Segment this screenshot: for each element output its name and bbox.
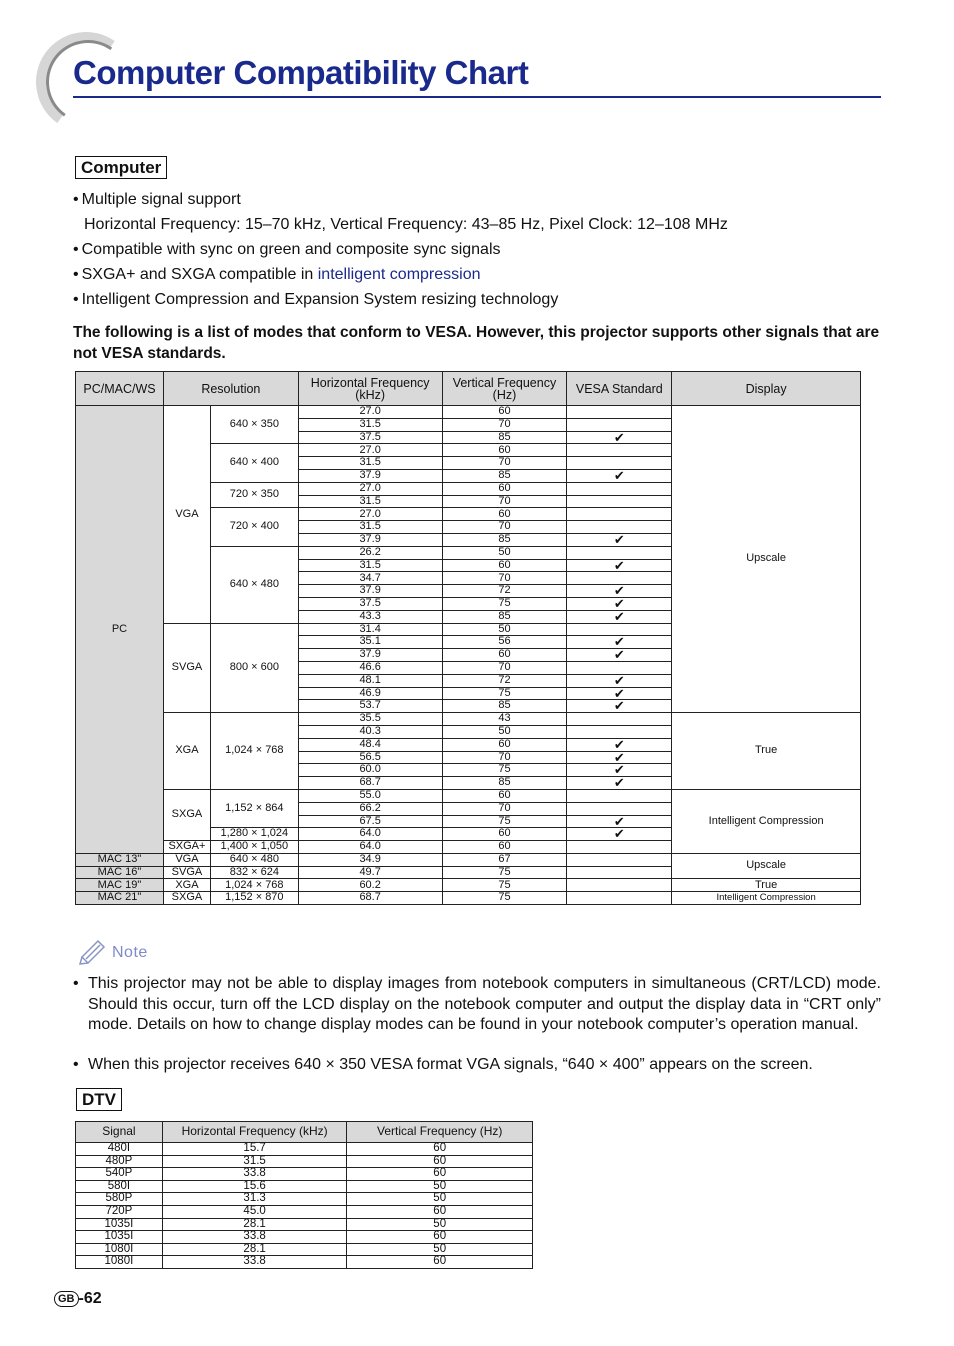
- dtv-table-row: [76, 1218, 533, 1231]
- cell-vertical-frequency: 72: [442, 585, 567, 598]
- cell-horizontal-frequency: 37.9: [298, 469, 442, 482]
- dtv-header-horizontal: Horizontal Frequency (kHz): [162, 1122, 347, 1143]
- cell-mode: XGA: [163, 879, 210, 892]
- cell-vesa-standard: [567, 853, 672, 866]
- cell-vertical-frequency: 60: [442, 508, 567, 521]
- note-item-2: [73, 1055, 881, 1076]
- cell-vesa-standard: [567, 789, 672, 802]
- cell-horizontal-frequency: 37.5: [298, 431, 442, 444]
- cell-vesa-standard: [567, 406, 672, 419]
- cell-vertical-frequency: 60: [442, 738, 567, 751]
- cell-display: Intelligent Compression: [672, 789, 861, 853]
- cell-resolution: 1,024 × 768: [210, 713, 298, 790]
- dtv-table-row: [76, 1168, 533, 1181]
- cell-vesa-standard: [567, 892, 672, 905]
- page-title: Computer Compatibility Chart: [73, 54, 529, 91]
- table-row: [76, 879, 861, 892]
- cell-vertical-frequency: 60: [442, 559, 567, 572]
- cell-resolution: 640 × 480: [210, 546, 298, 623]
- cell-horizontal-frequency: 26.2: [298, 546, 442, 559]
- cell-horizontal-frequency: 35.1: [298, 636, 442, 649]
- cell-vertical-frequency: 70: [442, 751, 567, 764]
- cell-horizontal-frequency: 46.9: [298, 687, 442, 700]
- cell-vesa-standard: ✔: [567, 674, 672, 687]
- cell-vertical-frequency: 85: [442, 700, 567, 713]
- header-pc-mac-ws: PC/MAC/WS: [76, 372, 164, 406]
- header-vertical-frequency: Vertical Frequency (Hz): [442, 372, 567, 406]
- cell-vesa-standard: ✔: [567, 559, 672, 572]
- header-vesa-standard: VESA Standard: [567, 372, 672, 406]
- cell-vesa-standard: ✔: [567, 700, 672, 713]
- cell-vesa-standard: [567, 444, 672, 457]
- cell-horizontal-frequency: 46.6: [298, 661, 442, 674]
- cell-vesa-standard: ✔: [567, 738, 672, 751]
- cell-display: True: [672, 713, 861, 790]
- bullet-sync: [73, 240, 501, 260]
- bullet-text: SXGA+ and SXGA compatible in: [81, 266, 314, 283]
- cell-vertical-frequency: 70: [442, 661, 567, 674]
- cell-vesa-standard: ✔: [567, 597, 672, 610]
- dtv-header-vertical: Vertical Frequency (Hz): [347, 1122, 533, 1143]
- dtv-cell-vertical: 60: [347, 1143, 533, 1156]
- dtv-cell-vertical: 60: [347, 1155, 533, 1168]
- cell-platform: MAC 13": [76, 853, 164, 866]
- cell-vertical-frequency: 50: [442, 725, 567, 738]
- cell-vertical-frequency: 75: [442, 597, 567, 610]
- dtv-cell-vertical: 60: [347, 1205, 533, 1218]
- cell-horizontal-frequency: 68.7: [298, 777, 442, 790]
- dtv-cell-vertical: 50: [347, 1218, 533, 1231]
- cell-horizontal-frequency: 31.4: [298, 623, 442, 636]
- dtv-table-row: [76, 1256, 533, 1269]
- cell-vertical-frequency: 70: [442, 572, 567, 585]
- cell-vesa-standard: ✔: [567, 764, 672, 777]
- title-rule: [73, 96, 881, 98]
- dtv-cell-signal: 1035I: [76, 1218, 163, 1231]
- cell-resolution: 640 × 350: [210, 406, 298, 444]
- cell-vertical-frequency: 75: [442, 866, 567, 879]
- cell-resolution: 720 × 400: [210, 508, 298, 546]
- dtv-cell-vertical: 60: [347, 1168, 533, 1181]
- cell-vesa-standard: [567, 841, 672, 854]
- dtv-cell-vertical: 50: [347, 1243, 533, 1256]
- cell-horizontal-frequency: 56.5: [298, 751, 442, 764]
- cell-vertical-frequency: 60: [442, 406, 567, 419]
- header-horizontal-frequency: Horizontal Frequency (kHz): [298, 372, 442, 406]
- cell-horizontal-frequency: 48.4: [298, 738, 442, 751]
- cell-horizontal-frequency: 27.0: [298, 444, 442, 457]
- bullet-glyph: •: [73, 1056, 79, 1073]
- cell-resolution: 640 × 480: [210, 853, 298, 866]
- cell-horizontal-frequency: 67.5: [298, 815, 442, 828]
- cell-horizontal-frequency: 43.3: [298, 610, 442, 623]
- cell-platform: MAC 21": [76, 892, 164, 905]
- cell-mode: SVGA: [163, 623, 210, 713]
- cell-vesa-standard: ✔: [567, 649, 672, 662]
- cell-vertical-frequency: 75: [442, 764, 567, 777]
- cell-horizontal-frequency: 31.5: [298, 418, 442, 431]
- cell-vertical-frequency: 70: [442, 521, 567, 534]
- cell-horizontal-frequency: 27.0: [298, 508, 442, 521]
- cell-vertical-frequency: 85: [442, 431, 567, 444]
- cell-mode: SXGA: [163, 892, 210, 905]
- dtv-cell-signal: 1080I: [76, 1256, 163, 1269]
- note-label: Note: [112, 944, 148, 961]
- cell-horizontal-frequency: 64.0: [298, 828, 442, 841]
- dtv-cell-signal: 580P: [76, 1193, 163, 1206]
- cell-horizontal-frequency: 37.9: [298, 533, 442, 546]
- bullet-text: Compatible with sync on green and composite sync signals: [81, 241, 501, 258]
- dtv-table-row: [76, 1205, 533, 1218]
- cell-vertical-frequency: 70: [442, 457, 567, 470]
- cell-vertical-frequency: 60: [442, 444, 567, 457]
- cell-horizontal-frequency: 68.7: [298, 892, 442, 905]
- cell-vertical-frequency: 85: [442, 610, 567, 623]
- cell-display: Upscale: [672, 406, 861, 713]
- cell-vertical-frequency: 75: [442, 879, 567, 892]
- dtv-cell-horizontal: 15.6: [162, 1180, 347, 1193]
- cell-vertical-frequency: 75: [442, 687, 567, 700]
- cell-horizontal-frequency: 31.5: [298, 457, 442, 470]
- cell-vertical-frequency: 75: [442, 892, 567, 905]
- cell-vertical-frequency: 70: [442, 802, 567, 815]
- computer-section-label: Computer: [75, 156, 167, 179]
- dtv-cell-horizontal: 28.1: [162, 1218, 347, 1231]
- table-header-row: [76, 372, 861, 406]
- dtv-cell-vertical: 50: [347, 1193, 533, 1206]
- header-display: Display: [672, 372, 861, 406]
- dtv-cell-horizontal: 31.3: [162, 1193, 347, 1206]
- dtv-cell-horizontal: 28.1: [162, 1243, 347, 1256]
- cell-resolution: 640 × 400: [210, 444, 298, 482]
- table-row: [76, 713, 861, 726]
- cell-vertical-frequency: 70: [442, 495, 567, 508]
- cell-horizontal-frequency: 55.0: [298, 789, 442, 802]
- cell-horizontal-frequency: 31.5: [298, 521, 442, 534]
- cell-mode: XGA: [163, 713, 210, 790]
- cell-resolution: 1,400 × 1,050: [210, 841, 298, 854]
- cell-mode: VGA: [163, 853, 210, 866]
- dtv-cell-horizontal: 15.7: [162, 1143, 347, 1156]
- cell-display: Upscale: [672, 853, 861, 879]
- cell-mode: SXGA+: [163, 841, 210, 854]
- intelligent-compression-link[interactable]: intelligent compression: [317, 266, 481, 283]
- cell-vesa-standard: ✔: [567, 815, 672, 828]
- dtv-cell-signal: 720P: [76, 1205, 163, 1218]
- dtv-header-signal: Signal: [76, 1122, 163, 1143]
- cell-vesa-standard: [567, 713, 672, 726]
- note-item-text: This projector may not be able to display images from notebook computers in simultaneous (CRT/LCD) mode. Should this occur, turn off the LCD display on the notebook computer and output the display data in “CRT only” mode. Details on how to change display modes can be found in your notebook computer’s operation manual.: [88, 975, 881, 1033]
- cell-display: True: [672, 879, 861, 892]
- cell-vertical-frequency: 85: [442, 469, 567, 482]
- cell-vesa-standard: ✔: [567, 828, 672, 841]
- dtv-cell-signal: 480I: [76, 1143, 163, 1156]
- dtv-table-row: [76, 1243, 533, 1256]
- cell-vesa-standard: [567, 508, 672, 521]
- page-number-text: -62: [78, 1290, 102, 1307]
- dtv-header-row: [76, 1122, 533, 1143]
- cell-resolution: 800 × 600: [210, 623, 298, 713]
- cell-horizontal-frequency: 40.3: [298, 725, 442, 738]
- cell-vertical-frequency: 85: [442, 533, 567, 546]
- cell-vertical-frequency: 43: [442, 713, 567, 726]
- note-item-text: When this projector receives 640 × 350 VESA format VGA signals, “640 × 400” appears on the screen.: [88, 1056, 813, 1073]
- dtv-cell-horizontal: 31.5: [162, 1155, 347, 1168]
- cell-resolution: 1,280 × 1,024: [210, 828, 298, 841]
- page-number: [54, 1290, 102, 1308]
- cell-vertical-frequency: 60: [442, 482, 567, 495]
- cell-vertical-frequency: 70: [442, 418, 567, 431]
- cell-vesa-standard: ✔: [567, 610, 672, 623]
- table-row: [76, 789, 861, 802]
- dtv-cell-signal: 480P: [76, 1155, 163, 1168]
- cell-vertical-frequency: 72: [442, 674, 567, 687]
- cell-mode: SXGA: [163, 789, 210, 840]
- cell-vesa-standard: ✔: [567, 533, 672, 546]
- bullet-icompression: [73, 290, 558, 310]
- cell-horizontal-frequency: 60.0: [298, 764, 442, 777]
- cell-horizontal-frequency: 37.9: [298, 649, 442, 662]
- note-item-1: [73, 974, 881, 1036]
- cell-vesa-standard: ✔: [567, 751, 672, 764]
- dtv-cell-vertical: 60: [347, 1256, 533, 1269]
- cell-vertical-frequency: 75: [442, 815, 567, 828]
- cell-resolution: 1,152 × 870: [210, 892, 298, 905]
- cell-mode: SVGA: [163, 866, 210, 879]
- cell-vertical-frequency: 60: [442, 789, 567, 802]
- cell-vertical-frequency: 60: [442, 828, 567, 841]
- dtv-table-row: [76, 1180, 533, 1193]
- cell-vertical-frequency: 85: [442, 777, 567, 790]
- dtv-table-row: [76, 1155, 533, 1168]
- cell-vertical-frequency: 60: [442, 649, 567, 662]
- cell-resolution: 1,152 × 864: [210, 789, 298, 827]
- cell-horizontal-frequency: 37.5: [298, 597, 442, 610]
- cell-display: Intelligent Compression: [672, 892, 861, 905]
- dtv-table-row: [76, 1143, 533, 1156]
- cell-platform: PC: [76, 406, 164, 854]
- region-badge: GB: [54, 1291, 79, 1307]
- cell-horizontal-frequency: 48.1: [298, 674, 442, 687]
- cell-horizontal-frequency: 34.7: [298, 572, 442, 585]
- cell-vertical-frequency: 56: [442, 636, 567, 649]
- computer-compatibility-table: [75, 371, 861, 905]
- cell-horizontal-frequency: 66.2: [298, 802, 442, 815]
- cell-horizontal-frequency: 31.5: [298, 495, 442, 508]
- cell-horizontal-frequency: 53.7: [298, 700, 442, 713]
- cell-vesa-standard: ✔: [567, 585, 672, 598]
- cell-resolution: 832 × 624: [210, 866, 298, 879]
- table-row: [76, 892, 861, 905]
- cell-vesa-standard: [567, 866, 672, 879]
- dtv-cell-horizontal: 45.0: [162, 1205, 347, 1218]
- dtv-table: [75, 1121, 533, 1269]
- cell-vesa-standard: ✔: [567, 431, 672, 444]
- cell-mode: VGA: [163, 406, 210, 624]
- cell-horizontal-frequency: 37.9: [298, 585, 442, 598]
- cell-horizontal-frequency: 49.7: [298, 866, 442, 879]
- cell-vesa-standard: ✔: [567, 687, 672, 700]
- cell-vesa-standard: ✔: [567, 636, 672, 649]
- cell-vertical-frequency: 50: [442, 546, 567, 559]
- cell-vertical-frequency: 60: [442, 841, 567, 854]
- cell-platform: MAC 16": [76, 866, 164, 879]
- bullet-text: Intelligent Compression and Expansion System resizing technology: [81, 291, 559, 308]
- dtv-cell-signal: 1080I: [76, 1243, 163, 1256]
- cell-vertical-frequency: 50: [442, 623, 567, 636]
- cell-platform: MAC 19": [76, 879, 164, 892]
- dtv-section-label: DTV: [76, 1088, 122, 1111]
- cell-vertical-frequency: 67: [442, 853, 567, 866]
- bullet-text: Multiple signal support: [81, 191, 241, 208]
- table-row: [76, 853, 861, 866]
- dtv-cell-vertical: 50: [347, 1180, 533, 1193]
- bullet-multiple-signal: [73, 190, 241, 210]
- cell-vesa-standard: [567, 495, 672, 508]
- cell-horizontal-frequency: 31.5: [298, 559, 442, 572]
- cell-horizontal-frequency: 35.5: [298, 713, 442, 726]
- cell-horizontal-frequency: 27.0: [298, 482, 442, 495]
- cell-vesa-standard: ✔: [567, 777, 672, 790]
- cell-vesa-standard: [567, 482, 672, 495]
- dtv-cell-horizontal: 33.8: [162, 1256, 347, 1269]
- dtv-cell-horizontal: 33.8: [162, 1231, 347, 1244]
- dtv-cell-signal: 540P: [76, 1168, 163, 1181]
- dtv-cell-signal: 1035I: [76, 1231, 163, 1244]
- vesa-note: The following is a list of modes that conform to VESA. However, this projector supports other signals that are not VESA standards.: [73, 324, 880, 362]
- bullet-frequency-range: Horizontal Frequency: 15–70 kHz, Vertical Frequency: 43–85 Hz, Pixel Clock: 12–108 MHz: [84, 216, 728, 233]
- cell-resolution: 1,024 × 768: [210, 879, 298, 892]
- header-resolution: Resolution: [163, 372, 298, 406]
- dtv-table-row: [76, 1193, 533, 1206]
- dtv-cell-signal: 580I: [76, 1180, 163, 1193]
- dtv-cell-vertical: 60: [347, 1231, 533, 1244]
- bullet-glyph: •: [73, 975, 79, 992]
- cell-horizontal-frequency: 27.0: [298, 406, 442, 419]
- dtv-cell-horizontal: 33.8: [162, 1168, 347, 1181]
- cell-vesa-standard: [567, 879, 672, 892]
- cell-resolution: 720 × 350: [210, 482, 298, 508]
- cell-vesa-standard: ✔: [567, 469, 672, 482]
- cell-horizontal-frequency: 34.9: [298, 853, 442, 866]
- table-row: [76, 406, 861, 419]
- dtv-table-row: [76, 1231, 533, 1244]
- cell-horizontal-frequency: 60.2: [298, 879, 442, 892]
- cell-horizontal-frequency: 64.0: [298, 841, 442, 854]
- bullet-sxga: [73, 265, 481, 285]
